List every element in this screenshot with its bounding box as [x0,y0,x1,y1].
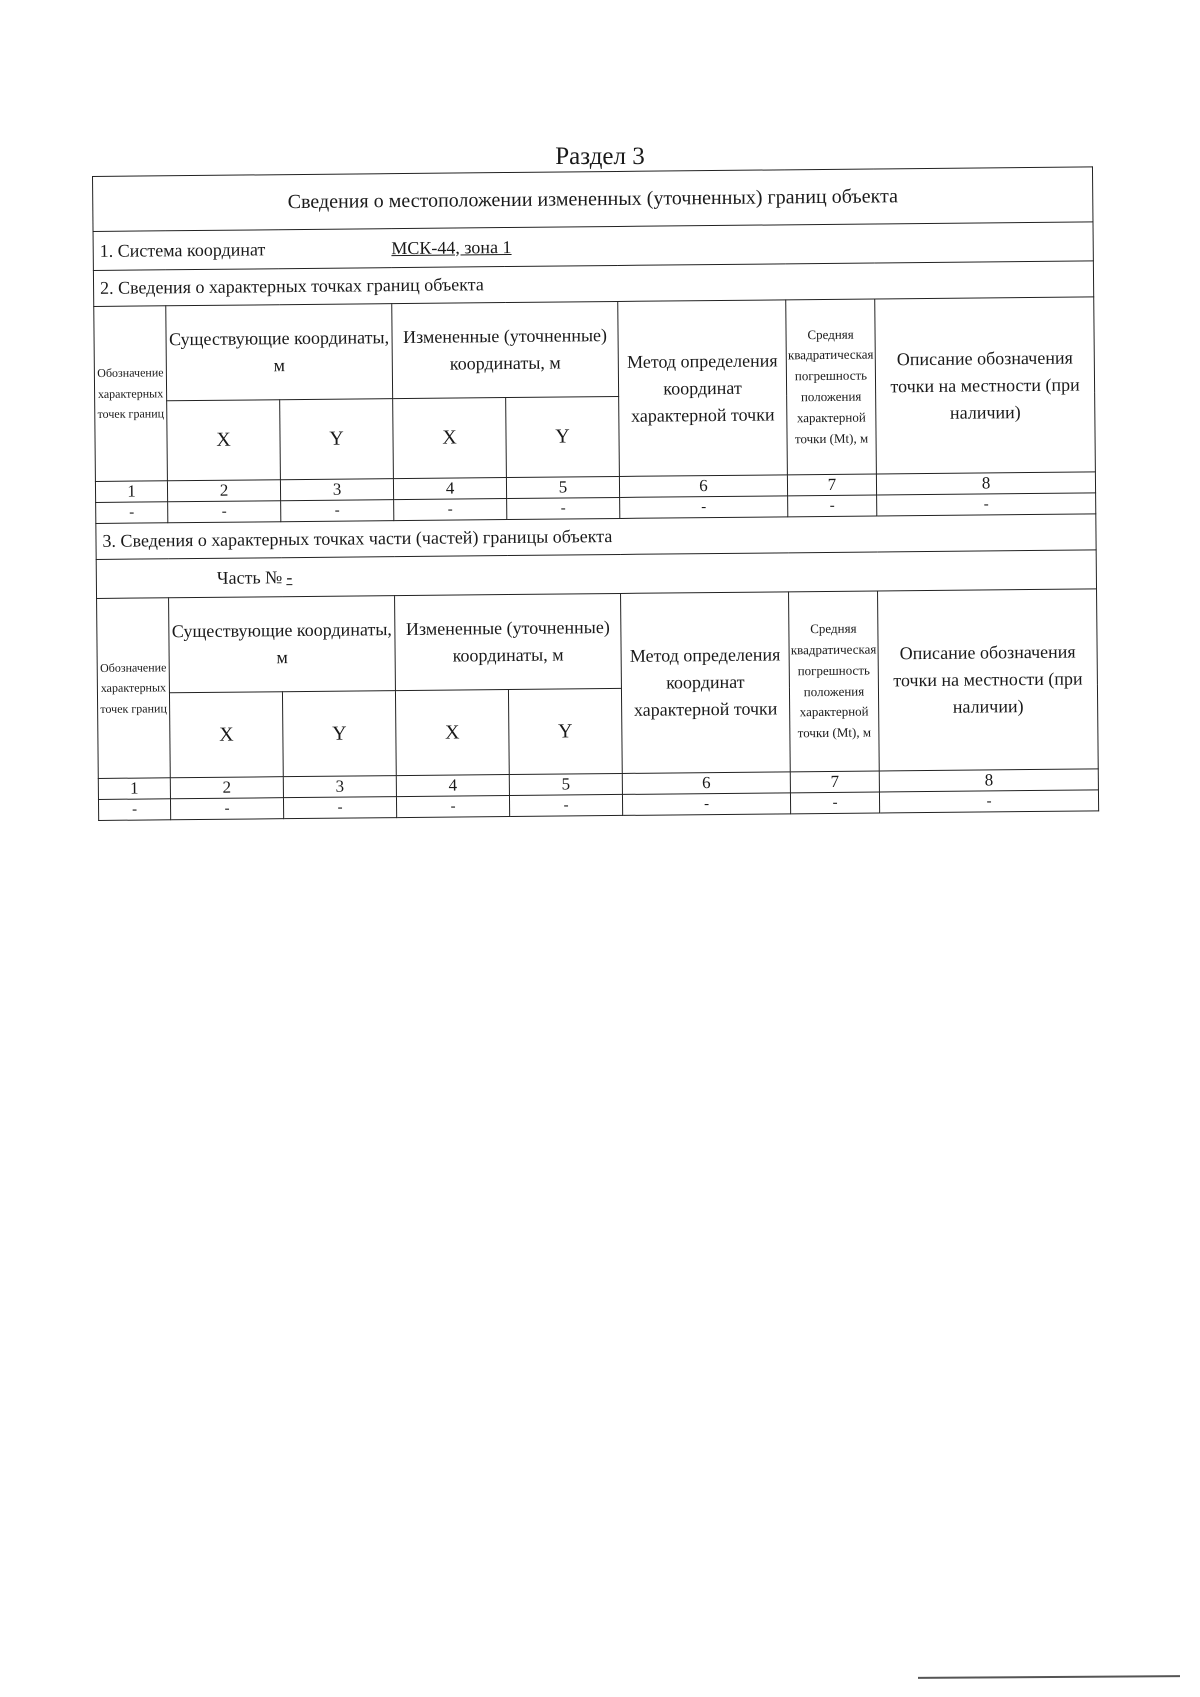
table-cell: - [788,495,877,517]
column-number: 4 [393,478,506,500]
column-number: 2 [167,480,280,502]
table-cell: - [879,790,1098,813]
table-cell: - [281,500,394,522]
scan-artifact-line [918,1675,1180,1678]
column-number: 5 [506,476,619,498]
column-number: 3 [283,776,396,798]
header-existing-coords: Существующие координаты, м [169,596,396,693]
column-number: 7 [787,474,876,496]
table-cell: - [620,496,788,519]
column-number: 6 [622,772,790,795]
header-method: Метод определения координат характерной точки [618,300,788,477]
header-designation: Обозначение характерных точек границ [94,306,168,482]
main-table [92,166,1099,821]
main-title: Сведения о местоположении измененных (уточненных) границ объекта [93,167,1094,232]
column-number: 7 [790,771,879,793]
column-number: 3 [280,479,393,501]
table-cell: - [283,797,396,819]
block3-title: 3. Сведения о характерных точках части (частей) границы объекта [96,514,1096,560]
header-changed-x: X [393,398,507,479]
header-error: Средняя квадратическая погрешность положения характерной точки (Mt), м [789,591,880,772]
table-cell: - [98,799,170,821]
header-existing-y: Y [282,691,396,777]
header-designation: Обозначение характерных точек границ [97,598,171,779]
table-cell: - [507,497,620,519]
coordinate-system-value: МСК-44, зона 1 [391,236,512,258]
table-cell: - [790,792,879,814]
column-number: 1 [98,778,170,800]
header-changed-y: Y [508,688,622,774]
header-changed-coords: Измененные (уточненные) координаты, м [392,301,619,398]
header-changed-x: X [395,690,509,776]
column-number: 5 [509,773,622,795]
header-existing-x: X [169,692,283,778]
header-description: Описание обозначения точки на местности (при наличии) [875,297,1096,474]
table-cell: - [394,499,507,521]
section-title: Раздел 3 [555,143,645,170]
header-method: Метод определения координат характерной точки [621,592,791,774]
column-number: 2 [170,777,283,799]
part-label: Часть № [216,566,283,588]
block2-title: 2. Сведения о характерных точках границ объекта [93,261,1093,307]
header-changed-y: Y [506,396,620,477]
header-description: Описание обозначения точки на местности (при наличии) [878,589,1099,771]
header-existing-y: Y [280,399,394,480]
table-cell: - [170,798,283,820]
header-existing-coords: Существующие координаты, м [166,304,393,401]
header-existing-x: X [167,400,281,481]
header-error: Средняя квадратическая погрешность положения характерной точки (Mt), м [786,299,877,475]
table-cell: - [509,794,622,816]
table-cell: - [622,793,790,816]
table-cell: - [168,501,281,523]
coordinate-system-label: 1. Система координат [99,238,266,261]
table-cell: - [877,493,1096,516]
column-number: 4 [396,775,509,797]
table-cell: - [96,502,168,524]
column-number: 8 [879,769,1098,792]
table-cell: - [396,796,509,818]
header-changed-coords: Измененные (уточненные) координаты, м [395,593,622,690]
column-number: 6 [619,475,787,498]
document-table [92,166,1098,821]
column-number: 1 [95,481,167,503]
part-value: - [286,566,293,587]
column-number: 8 [876,472,1095,495]
